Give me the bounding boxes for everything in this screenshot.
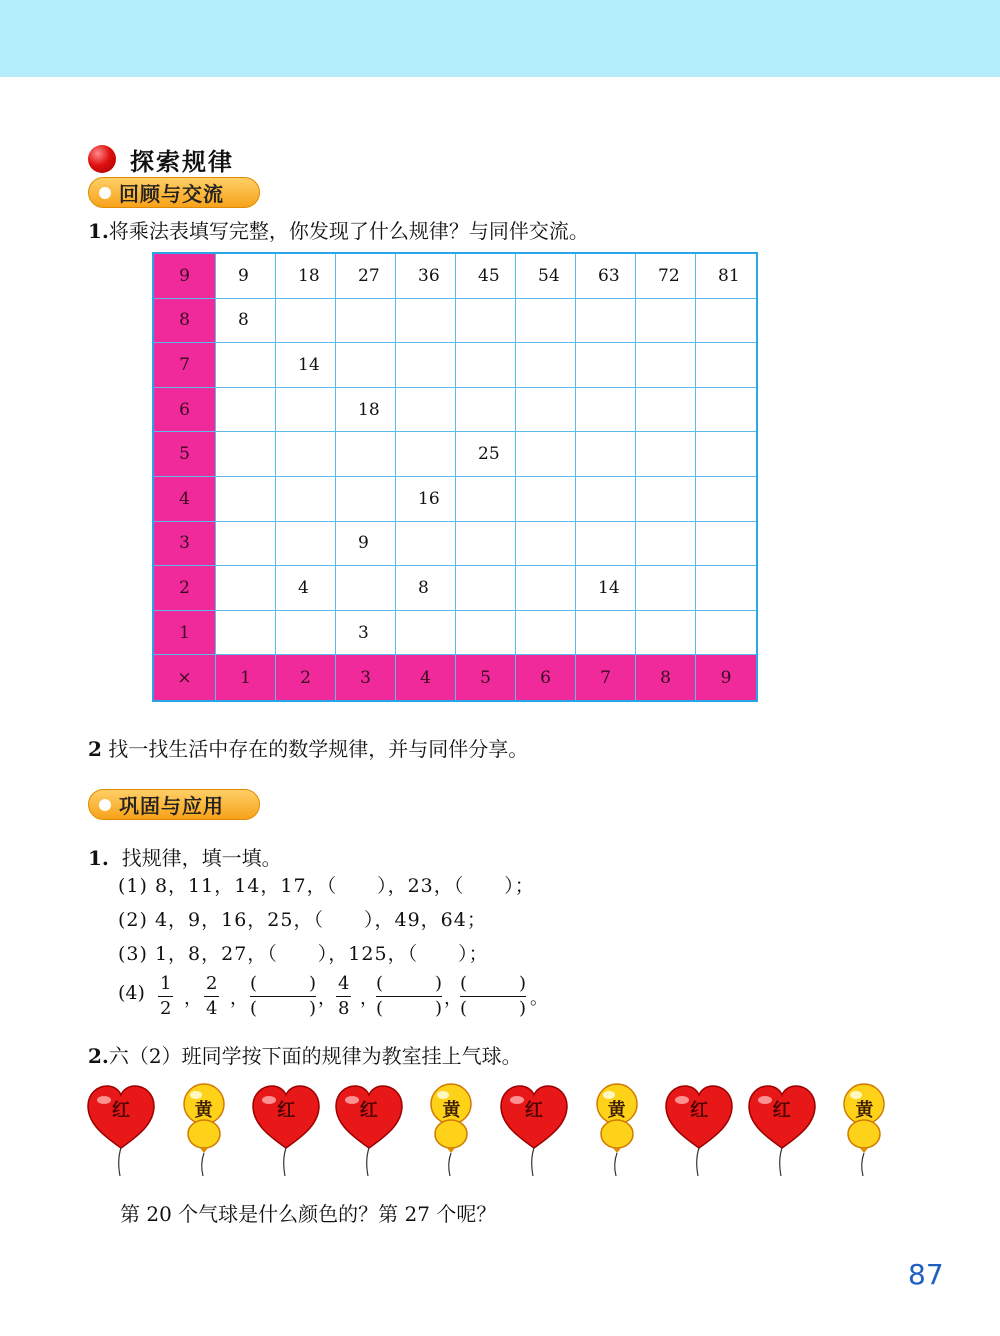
table-cell bbox=[456, 566, 516, 611]
question-text: 六（2）班同学按下面的规律为教室挂上气球。 bbox=[108, 1044, 522, 1068]
balloon-label: 黄 bbox=[607, 1100, 626, 1121]
blank-fraction: ( ) ( ) bbox=[376, 973, 442, 1019]
table-cell bbox=[576, 299, 636, 344]
balloon bbox=[167, 1080, 241, 1180]
table-header-cell: 5 bbox=[154, 432, 216, 477]
heart-balloon-icon bbox=[497, 1080, 571, 1180]
header-band bbox=[0, 0, 1000, 77]
table-header-cell: 8 bbox=[154, 299, 216, 344]
table-cell bbox=[576, 343, 636, 388]
table-header-cell: 1 bbox=[154, 611, 216, 656]
table-cell bbox=[696, 299, 756, 344]
table-cell bbox=[216, 343, 276, 388]
practice-label: 巩固与应用 bbox=[119, 794, 224, 818]
table-cell: 45 bbox=[456, 254, 516, 299]
table-cell bbox=[216, 566, 276, 611]
table-cell bbox=[396, 611, 456, 656]
table-cell: 14 bbox=[576, 566, 636, 611]
section-title bbox=[88, 142, 234, 176]
sequence-item-2: (2) 4，9，16，25，（ ），49，64； bbox=[118, 909, 487, 931]
table-cell: 63 bbox=[576, 254, 636, 299]
balloon-label: 黄 bbox=[855, 1100, 874, 1121]
table-header-cell: 8 bbox=[636, 655, 696, 700]
heart-balloon-icon bbox=[249, 1080, 323, 1180]
table-cell bbox=[456, 343, 516, 388]
table-cell bbox=[396, 432, 456, 477]
table-cell bbox=[516, 611, 576, 656]
heart-balloon-icon bbox=[84, 1080, 158, 1180]
table-cell bbox=[636, 388, 696, 433]
table-cell bbox=[216, 477, 276, 522]
table-cell bbox=[636, 432, 696, 477]
table-header-cell: 1 bbox=[216, 655, 276, 700]
table-cell bbox=[276, 299, 336, 344]
sequence-item-3: (3) 1，8，27，（ ），125，（ ）； bbox=[118, 943, 489, 965]
table-cell bbox=[516, 432, 576, 477]
table-cell: 81 bbox=[696, 254, 756, 299]
table-cell bbox=[636, 522, 696, 567]
table-cell: 27 bbox=[336, 254, 396, 299]
balloon-label: 红 bbox=[525, 1100, 543, 1121]
table-header-cell: 9 bbox=[696, 655, 756, 700]
balloon-label: 红 bbox=[112, 1100, 130, 1121]
table-cell bbox=[276, 477, 336, 522]
review-label: 回顾与交流 bbox=[119, 182, 224, 206]
table-cell bbox=[216, 522, 276, 567]
round-balloon-icon bbox=[414, 1080, 488, 1180]
table-cell bbox=[636, 611, 696, 656]
comma: ， bbox=[230, 988, 248, 1009]
pill-dot-icon bbox=[99, 187, 111, 199]
table-cell bbox=[516, 343, 576, 388]
fraction-2-4: $\frac{2}{4}$ bbox=[206, 973, 218, 1019]
table-cell: 18 bbox=[276, 254, 336, 299]
blank-fraction: ( ) ( ) bbox=[460, 973, 526, 1019]
table-cell bbox=[696, 566, 756, 611]
table-cell: 8 bbox=[396, 566, 456, 611]
table-cell bbox=[396, 522, 456, 567]
table-header-cell: 2 bbox=[154, 566, 216, 611]
table-cell: 25 bbox=[456, 432, 516, 477]
balloon-label: 红 bbox=[690, 1100, 709, 1121]
table-cell: 16 bbox=[396, 477, 456, 522]
balloon-label: 红 bbox=[277, 1100, 296, 1121]
table-cell bbox=[456, 522, 516, 567]
balloon bbox=[414, 1080, 488, 1180]
practice-label-pill bbox=[88, 789, 260, 820]
question-number: 2. bbox=[88, 1044, 109, 1068]
table-cell bbox=[336, 432, 396, 477]
table-header-cell: 7 bbox=[154, 343, 216, 388]
balloon bbox=[580, 1080, 654, 1180]
balloon bbox=[662, 1080, 736, 1180]
balloon bbox=[497, 1080, 571, 1180]
table-cell bbox=[216, 432, 276, 477]
table-cell bbox=[636, 566, 696, 611]
table-cell bbox=[516, 566, 576, 611]
table-cell bbox=[576, 432, 636, 477]
round-balloon-icon bbox=[167, 1080, 241, 1180]
table-cell bbox=[576, 611, 636, 656]
heart-balloon-icon bbox=[745, 1080, 819, 1180]
table-header-cell: 2 bbox=[276, 655, 336, 700]
round-balloon-icon bbox=[827, 1080, 901, 1180]
table-cell bbox=[516, 388, 576, 433]
table-header-cell: 3 bbox=[154, 522, 216, 567]
table-header-cell: 7 bbox=[576, 655, 636, 700]
heart-balloon-icon bbox=[662, 1080, 736, 1180]
question-text: 找一找生活中存在的数学规律，并与同伴分享。 bbox=[108, 737, 529, 761]
question-number: 2 bbox=[88, 737, 102, 761]
balloon-label: 红 bbox=[359, 1100, 378, 1121]
table-cell bbox=[636, 299, 696, 344]
table-cell bbox=[696, 388, 756, 433]
table-cell bbox=[696, 611, 756, 656]
table-cell bbox=[276, 432, 336, 477]
question-number: 1. bbox=[88, 219, 109, 243]
table-cell bbox=[696, 477, 756, 522]
review-question-1 bbox=[88, 215, 589, 244]
table-header-cell: 6 bbox=[154, 388, 216, 433]
table-cell bbox=[696, 522, 756, 567]
table-cell bbox=[396, 388, 456, 433]
review-label-pill bbox=[88, 177, 260, 208]
table-cell: 9 bbox=[216, 254, 276, 299]
question-text: 找规律，填一填。 bbox=[121, 846, 282, 870]
balloon bbox=[745, 1080, 819, 1180]
table-header-cell: 6 bbox=[516, 655, 576, 700]
table-cell bbox=[276, 522, 336, 567]
period: 。 bbox=[530, 988, 548, 1009]
balloon bbox=[332, 1080, 406, 1180]
pill-dot-icon bbox=[99, 799, 111, 811]
table-cell bbox=[576, 388, 636, 433]
table-header-cell: 4 bbox=[396, 655, 456, 700]
table-cell bbox=[276, 388, 336, 433]
comma: ， bbox=[184, 988, 202, 1009]
table-cell: 9 bbox=[336, 522, 396, 567]
heart-balloon-icon bbox=[332, 1080, 406, 1180]
table-cell: 3 bbox=[336, 611, 396, 656]
multiplication-table bbox=[152, 252, 758, 702]
comma: ， bbox=[360, 988, 378, 1009]
balloon bbox=[827, 1080, 901, 1180]
table-cell bbox=[216, 611, 276, 656]
balloon-label: 黄 bbox=[442, 1100, 461, 1121]
item-label: (4) bbox=[118, 982, 145, 1004]
table-cell: 36 bbox=[396, 254, 456, 299]
table-cell: 4 bbox=[276, 566, 336, 611]
question-text: 将乘法表填写完整，你发现了什么规律？与同伴交流。 bbox=[108, 219, 589, 243]
table-cell bbox=[456, 299, 516, 344]
table-cell bbox=[516, 522, 576, 567]
table-cell bbox=[396, 343, 456, 388]
comma: ， bbox=[318, 988, 336, 1009]
practice-question-1 bbox=[88, 842, 282, 871]
table-cell bbox=[216, 388, 276, 433]
table-header-cell: 9 bbox=[154, 254, 216, 299]
balloon-label: 红 bbox=[772, 1100, 791, 1121]
table-header-cell: 3 bbox=[336, 655, 396, 700]
table-cell bbox=[336, 477, 396, 522]
balloon-question: 第 20 个气球是什么颜色的？第 27 个呢？ bbox=[120, 1202, 497, 1226]
table-cell bbox=[636, 477, 696, 522]
table-cell bbox=[696, 343, 756, 388]
table-cell bbox=[696, 432, 756, 477]
table-cell bbox=[576, 522, 636, 567]
table-cell bbox=[456, 388, 516, 433]
table-cell bbox=[636, 343, 696, 388]
table-cell bbox=[456, 611, 516, 656]
table-cell bbox=[336, 343, 396, 388]
table-cell bbox=[276, 611, 336, 656]
table-cell: 72 bbox=[636, 254, 696, 299]
table-cell bbox=[516, 299, 576, 344]
table-cell bbox=[396, 299, 456, 344]
section-title-text: 探索规律 bbox=[130, 147, 234, 176]
red-bullet-icon bbox=[88, 145, 116, 173]
balloon bbox=[84, 1080, 158, 1180]
blank-fraction: ( ) ( ) bbox=[250, 973, 316, 1019]
table-cell bbox=[336, 566, 396, 611]
table-cell bbox=[456, 477, 516, 522]
sequence-item-1: (1) 8，11，14，17，（ ），23，（ ）； bbox=[118, 875, 535, 897]
question-number: 1. bbox=[88, 846, 109, 870]
table-header-cell: × bbox=[154, 655, 216, 700]
page-number: 87 bbox=[908, 1258, 944, 1291]
balloon-label: 黄 bbox=[194, 1100, 213, 1121]
review-question-2 bbox=[88, 733, 528, 762]
practice-question-2 bbox=[88, 1040, 522, 1069]
fraction-1-2: $\frac{1}{2}$ bbox=[160, 973, 172, 1019]
table-cell bbox=[336, 299, 396, 344]
table-cell: 54 bbox=[516, 254, 576, 299]
table-cell: 14 bbox=[276, 343, 336, 388]
fraction-4-8: $\frac{4}{8}$ bbox=[338, 973, 350, 1019]
table-cell bbox=[516, 477, 576, 522]
table-header-cell: 5 bbox=[456, 655, 516, 700]
round-balloon-icon bbox=[580, 1080, 654, 1180]
table-header-cell: 4 bbox=[154, 477, 216, 522]
table-cell: 18 bbox=[336, 388, 396, 433]
comma: ， bbox=[444, 988, 462, 1009]
table-cell bbox=[576, 477, 636, 522]
table-cell: 8 bbox=[216, 299, 276, 344]
balloon bbox=[249, 1080, 323, 1180]
